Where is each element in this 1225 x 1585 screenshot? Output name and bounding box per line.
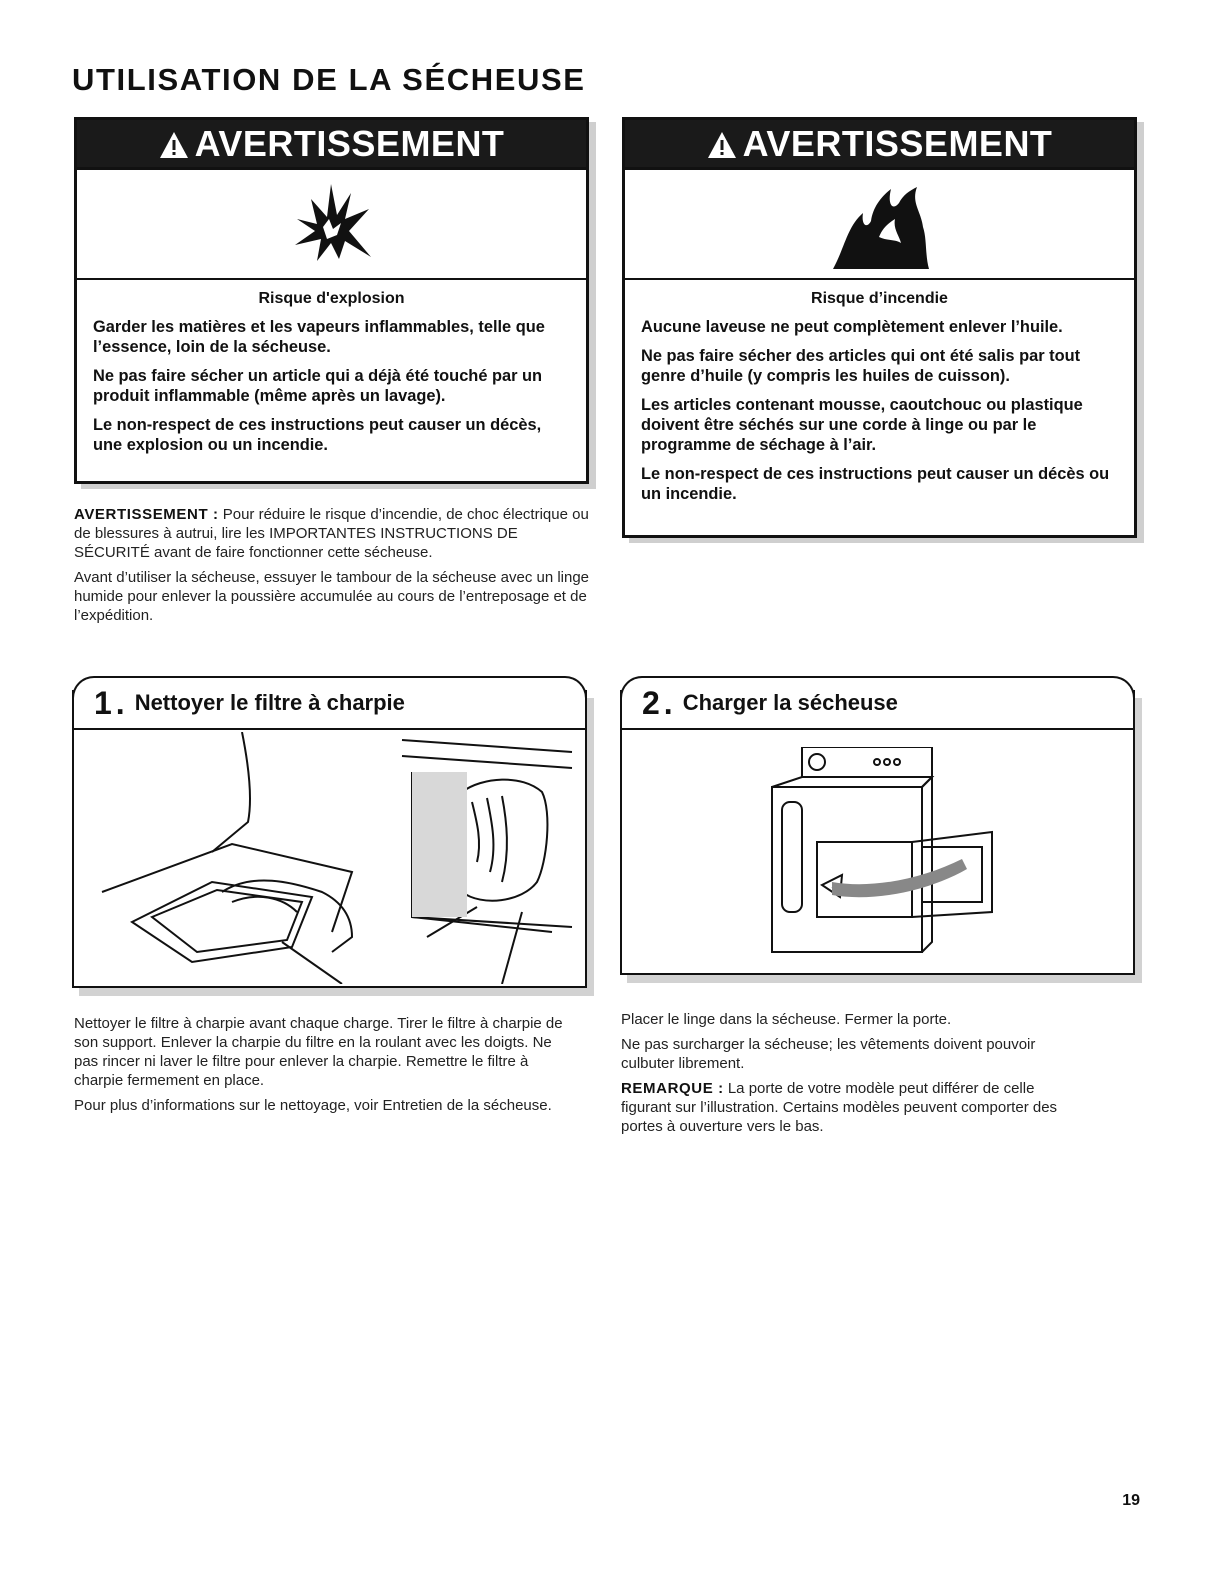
step-paragraph: Nettoyer le filtre à charpie avant chaque charge. Tirer le filtre à charpie de son support. Enlever la charpie du filtre en la roulant avec les doigts. Ne pas rincer ni laver le filtre pour enlever la charpie. Remettre le filtre à charpie fermement en place. [74, 1015, 563, 1089]
warning-label: AVERTISSEMENT : [74, 506, 219, 523]
warning-line: Aucune laveuse ne peut complètement enlever l’huile. [641, 318, 1063, 336]
warning-header: AVERTISSEMENT [625, 120, 1134, 170]
step-2-header: 2 . Charger la sécheuse [620, 676, 1135, 728]
intro-paragraph: Avant d’utiliser la sécheuse, essuyer le tambour de la sécheuse avec un linge humide pour enlever la poussière accumulée au cours de l’entreposage et de l’expédition. [74, 569, 590, 624]
step-1-panel [72, 684, 587, 988]
page-title: UTILISATION DE LA SÉCHEUSE [72, 62, 586, 97]
explosion-icon [77, 170, 586, 280]
step-title: Charger la sécheuse [682, 690, 898, 715]
warning-box-fire [622, 117, 1137, 538]
step-paragraph: Ne pas surcharger la sécheuse; les vêtements doivent pouvoir culbuter librement. [621, 1036, 1036, 1072]
page-number: 19 [1122, 1492, 1140, 1509]
step-1-header: 1 . Nettoyer le filtre à charpie [72, 676, 587, 728]
lint-filter-illustration [82, 732, 577, 984]
step-2-text [621, 1010, 1061, 1136]
hazard-title: Risque d'explosion [258, 290, 405, 307]
note-paragraph: REMARQUE : La porte de votre modèle peut différer de celle figurant sur l’illustration. Certains modèles peuvent comporter des portes à ouverture vers le bas. [621, 1080, 1058, 1135]
step-paragraph: Pour plus d’informations sur le nettoyage, voir Entretien de la sécheuse. [74, 1097, 552, 1114]
warning-line: Garder les matières et les vapeurs inflammables, telle que l’essence, loin de la sécheuse. [93, 318, 545, 356]
intro-text [74, 505, 594, 625]
step-title: Nettoyer le filtre à charpie [134, 690, 405, 715]
step-1-text [74, 1014, 574, 1115]
warning-line: Ne pas faire sécher un article qui a déjà été touché par un produit inflammable (même après un lavage). [93, 367, 543, 405]
safety-paragraph: AVERTISSEMENT : Pour réduire le risque d’incendie, de choc électrique ou de blessures à autrui, lire les IMPORTANTES INSTRUCTIONS DE SÉCURITÉ avant de faire fonctionner cette sécheuse. [74, 506, 589, 561]
fire-icon [625, 170, 1134, 280]
dryer-loading-illustration [762, 747, 1002, 967]
warning-line: Le non-respect de ces instructions peut causer un décès, une explosion ou un incendie. [93, 416, 542, 454]
warning-header: AVERTISSEMENT [77, 120, 586, 170]
warning-line: Le non-respect de ces instructions peut causer un décès ou un incendie. [641, 465, 1110, 503]
warning-box-explosion [74, 117, 589, 484]
hazard-title: Risque d’incendie [811, 290, 948, 307]
warning-line: Ne pas faire sécher des articles qui ont été salis par tout genre d’huile (y compris les huiles de cuisson). [641, 347, 1081, 385]
step-2-panel [620, 684, 1135, 975]
step-paragraph: Placer le linge dans la sécheuse. Fermer la porte. [621, 1011, 952, 1028]
warning-line: Les articles contenant mousse, caoutchouc ou plastique doivent être séchés sur une corde à linge ou par le programme de séchage à l’air. [641, 396, 1083, 454]
warning-triangle-icon [707, 131, 737, 159]
note-label: REMARQUE : [621, 1080, 724, 1097]
warning-triangle-icon [159, 131, 189, 159]
